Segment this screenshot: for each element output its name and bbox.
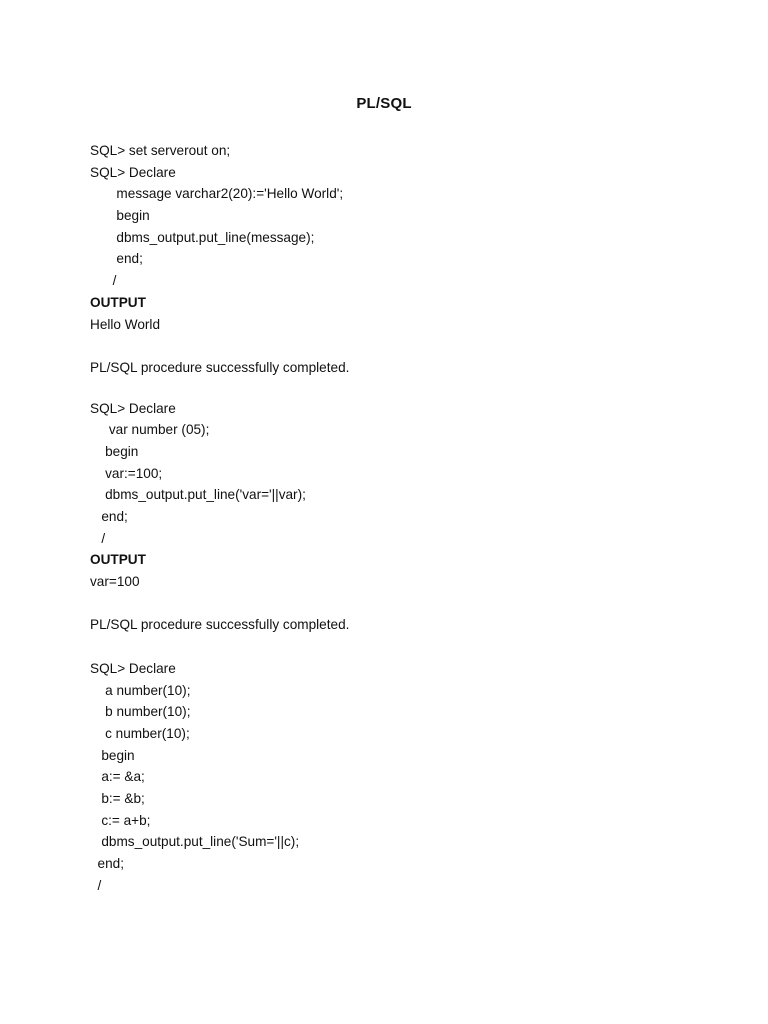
code-line: end; xyxy=(90,251,143,267)
code-line: var number (05); xyxy=(90,422,210,438)
code-line: SQL> Declare xyxy=(90,400,176,416)
output-value: Hello World xyxy=(90,316,161,332)
blank-line xyxy=(90,636,710,658)
code-line: var:=100; xyxy=(90,465,163,481)
code-line: a number(10); xyxy=(90,682,191,698)
code-line: SQL> set serverout on; xyxy=(90,143,231,158)
code-line: / xyxy=(90,877,102,893)
code-line: a:= &a; xyxy=(90,769,145,785)
output-label: OUTPUT xyxy=(90,294,146,310)
code-line: message varchar2(20):='Hello World'; xyxy=(90,186,344,202)
code-line: b:= &b; xyxy=(90,790,145,806)
code-line: b number(10); xyxy=(90,704,191,720)
output-label: OUTPUT xyxy=(90,552,146,568)
code-line: begin xyxy=(90,747,135,763)
code-line: end; xyxy=(90,509,128,524)
code-line: begin xyxy=(90,208,150,224)
page-title: PL/SQL xyxy=(356,95,412,112)
code-line: c number(10); xyxy=(90,725,190,741)
code-line: c:= a+b; xyxy=(90,812,151,828)
code-line: dbms_output.put_line('var='||var); xyxy=(90,487,306,503)
document-body xyxy=(90,140,710,896)
blank-line xyxy=(90,379,710,398)
blank-line xyxy=(90,593,710,615)
blank-line xyxy=(90,335,710,357)
status-message: PL/SQL procedure successfully completed. xyxy=(90,617,350,633)
code-line: / xyxy=(90,530,106,546)
code-line: / xyxy=(90,273,117,289)
code-line: SQL> Declare xyxy=(90,164,176,180)
code-line: dbms_output.put_line(message); xyxy=(90,229,315,245)
code-line: end; xyxy=(90,856,125,871)
code-line: SQL> Declare xyxy=(90,660,176,676)
code-line: begin xyxy=(90,443,139,459)
code-line: dbms_output.put_line('Sum='||c); xyxy=(90,834,300,850)
output-value: var=100 xyxy=(90,574,140,590)
status-message: PL/SQL procedure successfully completed. xyxy=(90,359,350,375)
